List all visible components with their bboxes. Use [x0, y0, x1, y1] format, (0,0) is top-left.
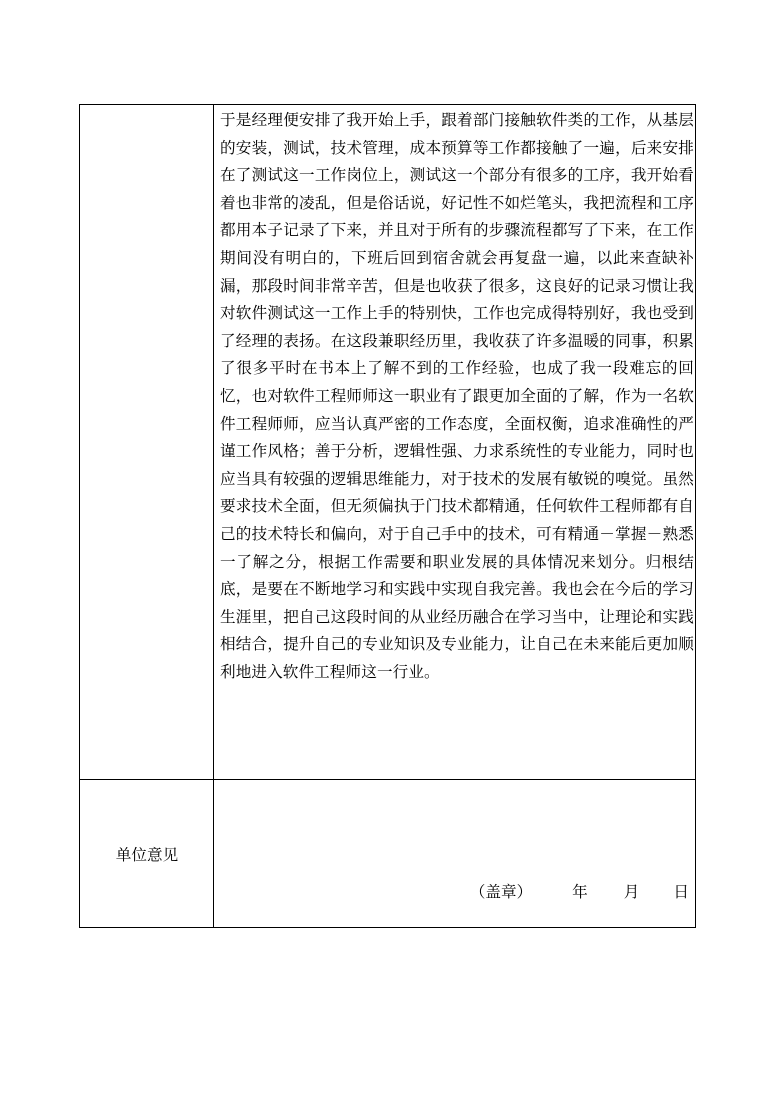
- stamp-date-line: [470, 880, 689, 902]
- stamp-label: （盖章）: [469, 883, 533, 901]
- experience-label-cell: [80, 105, 214, 779]
- month-label: 月: [623, 883, 640, 901]
- unit-opinion-row: [80, 780, 695, 927]
- experience-text: 于是经理便安排了我开始上手，跟着部门接触软件类的工作，从基层的安装，测试，技术管理，成本预算等工作都接触了一遍，后来安排在了测试这一工作岗位上，测试这一个部分有很多的工序，我开始看着也非常的凌乱，但是俗话说，好记性不如烂笔头，我把流程和工序都用本子记录了下来，并且对于所有的步骤流程都写了下来，在工作期间没有明白的，下班后回到宿舍就会再复盘一遍，以此来查缺补漏，那段时间非常辛苦，但是也收获了很多，这良好的记录习惯让我对软件测试这一工作上手的特别快，工作也完成得特别好，我也受到了经理的表扬。在这段兼职经历里，我收获了许多温暖的同事，积累了很多平时在书本上了解不到的工作经验，也成了我一段难忘的回忆，也对软件工程师师这一职业有了跟更加全面的了解，作为一名软件工程师师，应当认真严密的工作态度，全面权衡，追求准确性的严谨工作风格；善于分析，逻辑性强、力求系统性的专业能力，同时也应当具有较强的逻辑思维能力，对于技术的发展有敏锐的嗅觉。虽然要求技术全面，但无须偏执于门技术都精通，任何软件工程师都有自己的技术特长和偏向，对于自己手中的技术，可有精通－掌握－熟悉一了解之分，根据工作需要和职业发展的具体情况来划分。归根结底，是要在不断地学习和实践中实现自我完善。我也会在今后的学习生涯里，把自己这段时间的从业经历融合在学习当中，让理论和实践相结合，提升自己的专业知识及专业能力，让自己在未来能后更加顺利地进入软件工程师这一行业。: [220, 111, 694, 681]
- form-table: [79, 104, 696, 928]
- experience-content-cell: [214, 105, 695, 779]
- unit-opinion-label: 单位意见: [115, 846, 179, 864]
- unit-opinion-label-cell: [80, 780, 214, 927]
- experience-row: [80, 105, 695, 780]
- unit-opinion-content-cell: [214, 780, 695, 927]
- day-label: 日: [673, 883, 689, 901]
- year-label: 年: [572, 883, 588, 901]
